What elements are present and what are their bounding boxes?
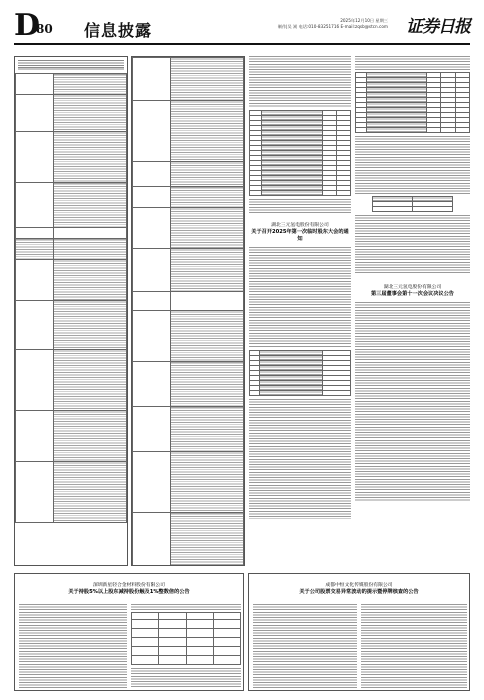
fine-print (131, 604, 241, 612)
company-name: 湖北三元氢电股份有限公司 (271, 223, 329, 228)
notice-table-column-2 (131, 56, 245, 566)
notice-title: 第三届董事会第十一次会议决议公告 (370, 291, 454, 297)
fine-print (355, 56, 470, 70)
agenda-table (249, 350, 351, 396)
masthead-rule (14, 43, 470, 45)
editor-line: 制作|吴 嵩 电话:010-83251716 E-mail:zqsb@stcn.com (277, 24, 388, 29)
fine-print (249, 247, 351, 347)
company-name: 深圳新星轻合金材料股份有限公司 (93, 583, 165, 588)
company-name: 湖北三元氢电股份有限公司 (383, 285, 442, 290)
notice-title: 关于公司股票交易异常波动的提示暨停牌核查的公告 (299, 589, 419, 595)
notice-table-column-1 (14, 56, 128, 566)
notice-title: 关于持股5%以上股东减持股份触及1%整数倍的公告 (68, 589, 190, 595)
proposal-table (249, 110, 351, 196)
fine-print (249, 199, 351, 213)
fine-print (355, 302, 470, 502)
date-line: 2025年12月10日 星期三 (340, 18, 388, 23)
notice-heading-3 (15, 577, 243, 596)
shareholding-table-wrap (131, 604, 241, 688)
notice-bottom-left (14, 573, 244, 691)
newspaper-logo: 证券日报 (406, 17, 470, 37)
page-letter: D (14, 8, 40, 43)
notice-heading-4 (249, 577, 469, 596)
notice-bottom-right (248, 573, 470, 691)
company-name: 成都中恒文化传媒股份有限公司 (325, 583, 393, 588)
fine-print (355, 136, 470, 194)
fine-print (249, 399, 351, 519)
masthead-meta (278, 18, 388, 30)
fine-print (18, 60, 124, 70)
notice-title: 关于召开2025年第一次临时股东大会的通知 (251, 229, 349, 242)
fine-print (355, 215, 470, 275)
notice-column-4 (355, 56, 470, 566)
shareholding-table (131, 612, 241, 665)
section-title: 信息披露 (84, 21, 153, 40)
fine-print (361, 604, 467, 688)
fine-print (253, 604, 357, 688)
disclosure-table-2 (132, 57, 244, 566)
notice-heading-2 (355, 279, 470, 298)
page-number: 80 (36, 22, 53, 36)
fine-print (131, 668, 241, 688)
ballot-table (355, 72, 470, 133)
masthead (14, 8, 470, 43)
notice-column-3 (249, 56, 351, 566)
fine-print (249, 56, 351, 108)
fine-print (19, 604, 127, 688)
disclosure-table-1 (15, 73, 127, 523)
notice-heading-1 (249, 217, 351, 243)
signature-table (372, 196, 453, 212)
